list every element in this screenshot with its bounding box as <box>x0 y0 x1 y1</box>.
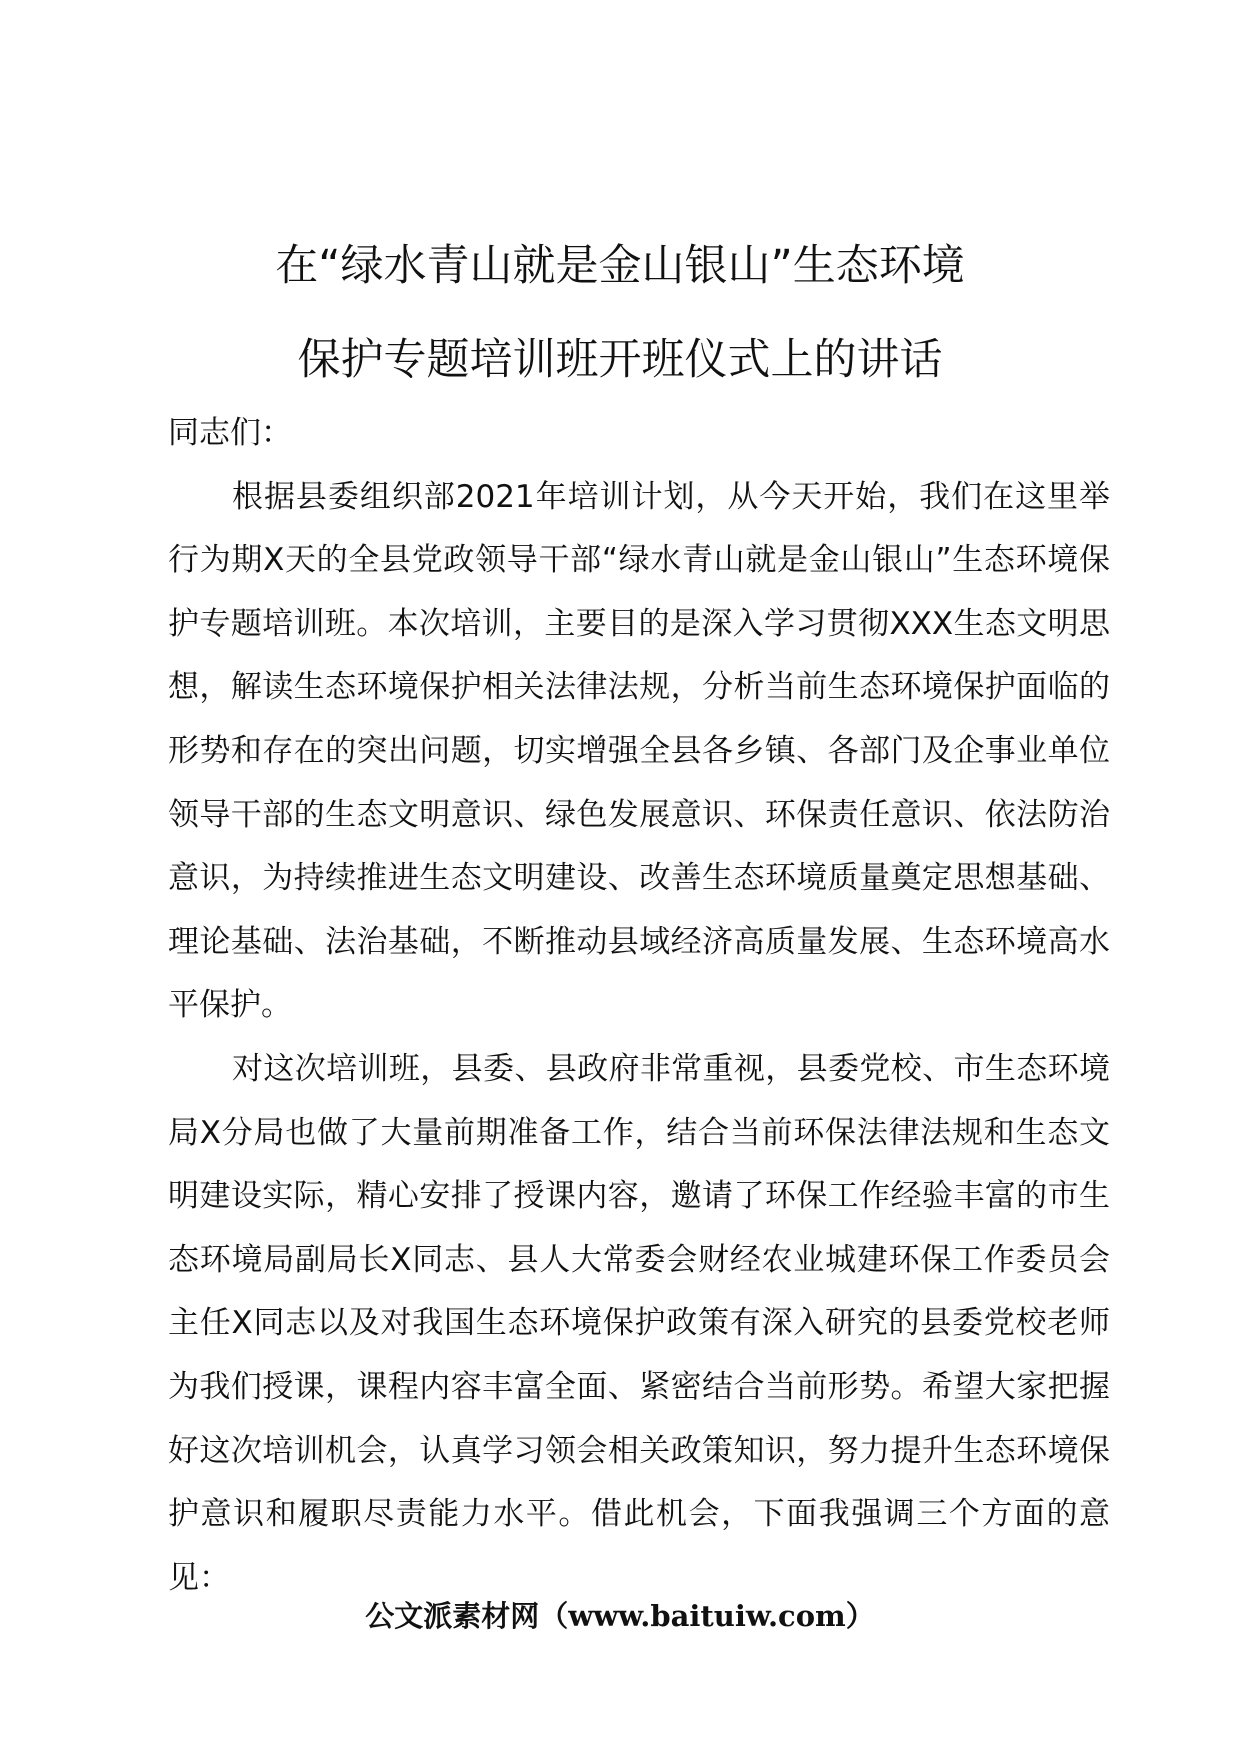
footer-watermark-text: 公文派素材网（www.baituiw.com） <box>365 1599 875 1633</box>
document-title-line-2: 保护专题培训班开班仪式上的讲话 <box>297 335 943 385</box>
document-body <box>168 402 1110 1610</box>
body-paragraph: 对这次培训班，县委、县政府非常重视，县委党校、市生态环境局X分局也做了大量前期准备工作，结合当前环保法律法规和生态文明建设实际，精心安排了授课内容，邀请了环保工作经验丰富的市生态环境局副局长X同志、县人大常委会财经农业城建环保工作委员会主任X同志以及对我国生态环境保护政策有深入研究的县委党校老师为我们授课，课程内容丰富全面、紧密结合当前形势。希望大家把握好这次培训机会，认真学习领会相关政策知识，努力提升生态环境保护意识和履职尽责能力水平。借此机会，下面我强调三个方面的意见： <box>168 1050 1110 1596</box>
body-paragraph: 根据县委组织部2021年培训计划，从今天开始，我们在这里举行为期X天的全县党政领导干部“绿水青山就是金山银山”生态环境保护专题培训班。本次培训，主要目的是深入学习贯彻XXX生态文明思想，解读生态环境保护相关法律法规，分析当前生态环境保护面临的形势和存在的突出问题，切实增强全县各乡镇、各部门及企事业单位领导干部的生态文明意识、绿色发展意识、环保责任意识、依法防治意识，为持续推进生态文明建设、改善生态环境质量奠定思想基础、理论基础、法治基础，不断推动县域经济高质量发展、生态环境高水平保护。 <box>168 478 1110 1024</box>
document-title-line-1: 在“绿水青山就是金山银山”生态环境 <box>275 241 965 291</box>
salutation: 同志们： <box>168 415 292 451</box>
